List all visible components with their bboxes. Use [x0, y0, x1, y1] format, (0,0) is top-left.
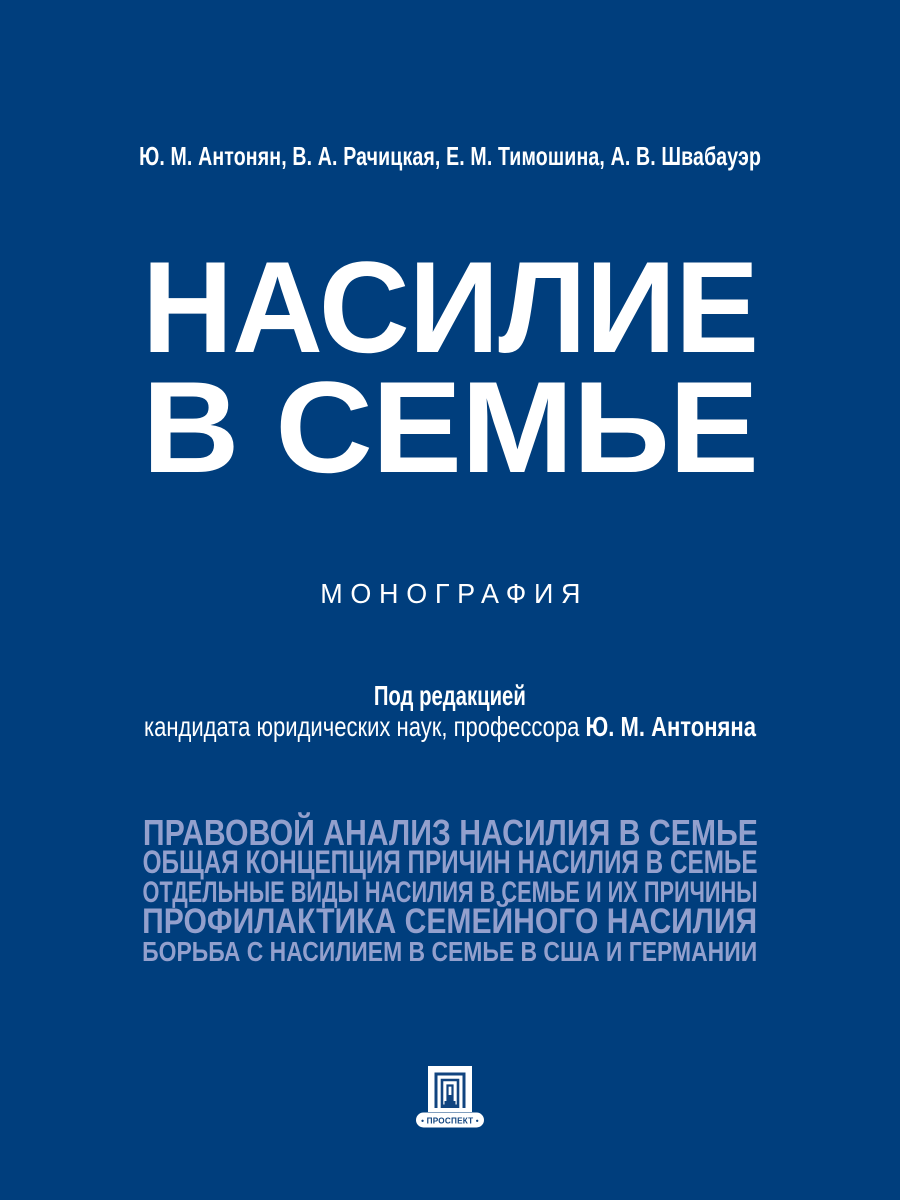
- edited-by-label-row: [0, 681, 900, 711]
- prospekt-gate-icon: [415, 1066, 485, 1130]
- edited-by-credentials: [144, 711, 756, 743]
- editor-credentials-text: кандидата юридических наук, профессора: [143, 711, 586, 742]
- book-title: [0, 234, 900, 500]
- topic-line: ОТДЕЛЬНЫЕ ВИДЫ НАСИЛИЯ В СЕМЬЕ И ИХ ПРИЧИНЫ: [142, 875, 758, 909]
- subtitle-monograph: МОНОГРАФИЯ: [319, 578, 588, 609]
- authors-row: [0, 141, 900, 171]
- title-line-1: НАСИЛИЕ: [142, 234, 758, 380]
- topic-line: БОРЬБА С НАСИЛИЕМ В СЕМЬЕ В США И ГЕРМАНИИ: [142, 936, 758, 968]
- publisher-logo: [415, 1066, 485, 1130]
- edited-by-credentials-row: [0, 711, 900, 743]
- edited-by-label: Под редакцией: [373, 680, 526, 711]
- subtitle-row: [0, 578, 900, 610]
- editor-name: Ю. М. Антоняна: [585, 711, 756, 742]
- title-line-2: В СЕМЬЕ: [142, 354, 758, 500]
- topic-line: ПРАВОВОЙ АНАЛИЗ НАСИЛИЯ В СЕМЬЕ: [142, 812, 758, 853]
- publisher-name: • ПРОСПЕКТ •: [421, 1116, 479, 1126]
- topic-line: ПРОФИЛАКТИКА СЕМЕЙНОГО НАСИЛИЯ: [142, 902, 758, 942]
- topic-line: ОБЩАЯ КОНЦЕПЦИЯ ПРИЧИН НАСИЛИЯ В СЕМЬЕ: [142, 843, 758, 880]
- topics-list: [0, 812, 900, 968]
- authors-line: Ю. М. Антонян, В. А. Рачицкая, Е. М. Тимошина, А. В. Швабауэр: [139, 141, 761, 171]
